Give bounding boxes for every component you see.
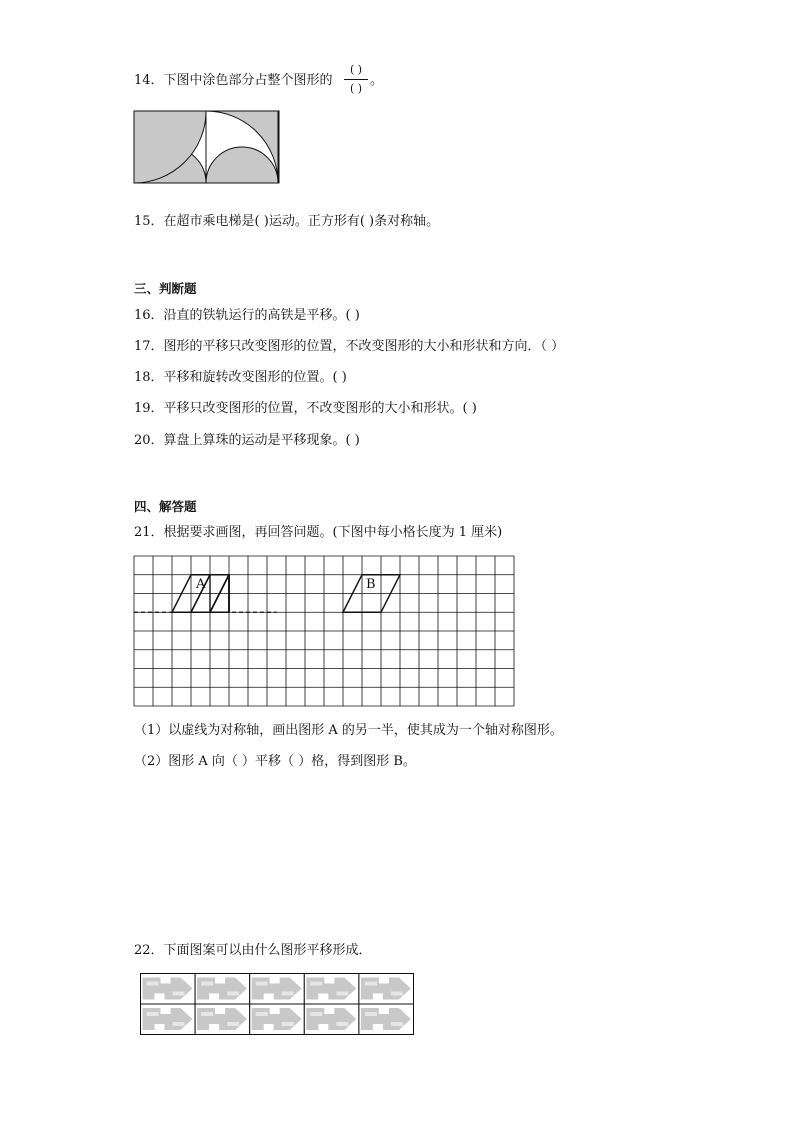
q19-text: 19．平移只改变图形的位置，不改变图形的大小和形状。( ) [134, 401, 477, 416]
section-4-title: 四、解答题 [134, 499, 197, 514]
q14-end: 。 [370, 73, 384, 88]
q14-fraction-blank[interactable] [344, 62, 368, 98]
q21-grid[interactable] [133, 555, 514, 708]
q22-pattern [140, 973, 415, 1036]
q14-text: 14．下图中涂色部分占整个图形的 [134, 73, 333, 88]
pattern-tile [195, 1004, 250, 1035]
q18-text: 18．平移和旋转改变图形的位置。( ) [134, 370, 347, 385]
pattern-tile [304, 1004, 359, 1035]
q22-text: 22．下面图案可以由什么图形平移形成． [134, 943, 372, 958]
pattern-tile [195, 974, 250, 1005]
q14-right-shading [206, 111, 279, 184]
q21-sub2: （2）图形 A 向（ ）平移（ ）格，得到图形 B。 [134, 754, 416, 769]
pattern-tile [304, 974, 359, 1005]
q20-text: 20．算盘上算珠的运动是平移现象。( ) [134, 433, 360, 448]
section-3-title: 三、判断题 [134, 281, 197, 296]
q21-sub1: （1）以虚线为对称轴，画出图形 A 的另一半，使其成为一个轴对称图形。 [134, 723, 563, 738]
pattern-tile [141, 1004, 196, 1035]
fraction-bar [344, 79, 368, 80]
pattern-tile [250, 1004, 305, 1035]
q17-text: 17．图形的平移只改变图形的位置，不改变图形的大小和形状和方向．（ ） [134, 339, 565, 354]
q21-text: 21．根据要求画图，再回答问题。(下图中每小格长度为 1 厘米) [134, 525, 503, 540]
q21-label-b: B [366, 577, 376, 592]
pattern-tile [141, 974, 196, 1005]
pattern-tile [359, 974, 414, 1005]
pattern-tile [359, 1004, 414, 1035]
q14-denominator: ( ) [349, 82, 363, 95]
q21-label-a: A [196, 577, 206, 592]
q15-text: 15．在超市乘电梯是( )运动。正方形有( )条对称轴。 [134, 214, 440, 229]
pattern-tile [250, 974, 305, 1005]
q14-numerator: ( ) [349, 63, 363, 76]
q16-text: 16．沿直的铁轨运行的高铁是平移。( ) [134, 308, 360, 323]
